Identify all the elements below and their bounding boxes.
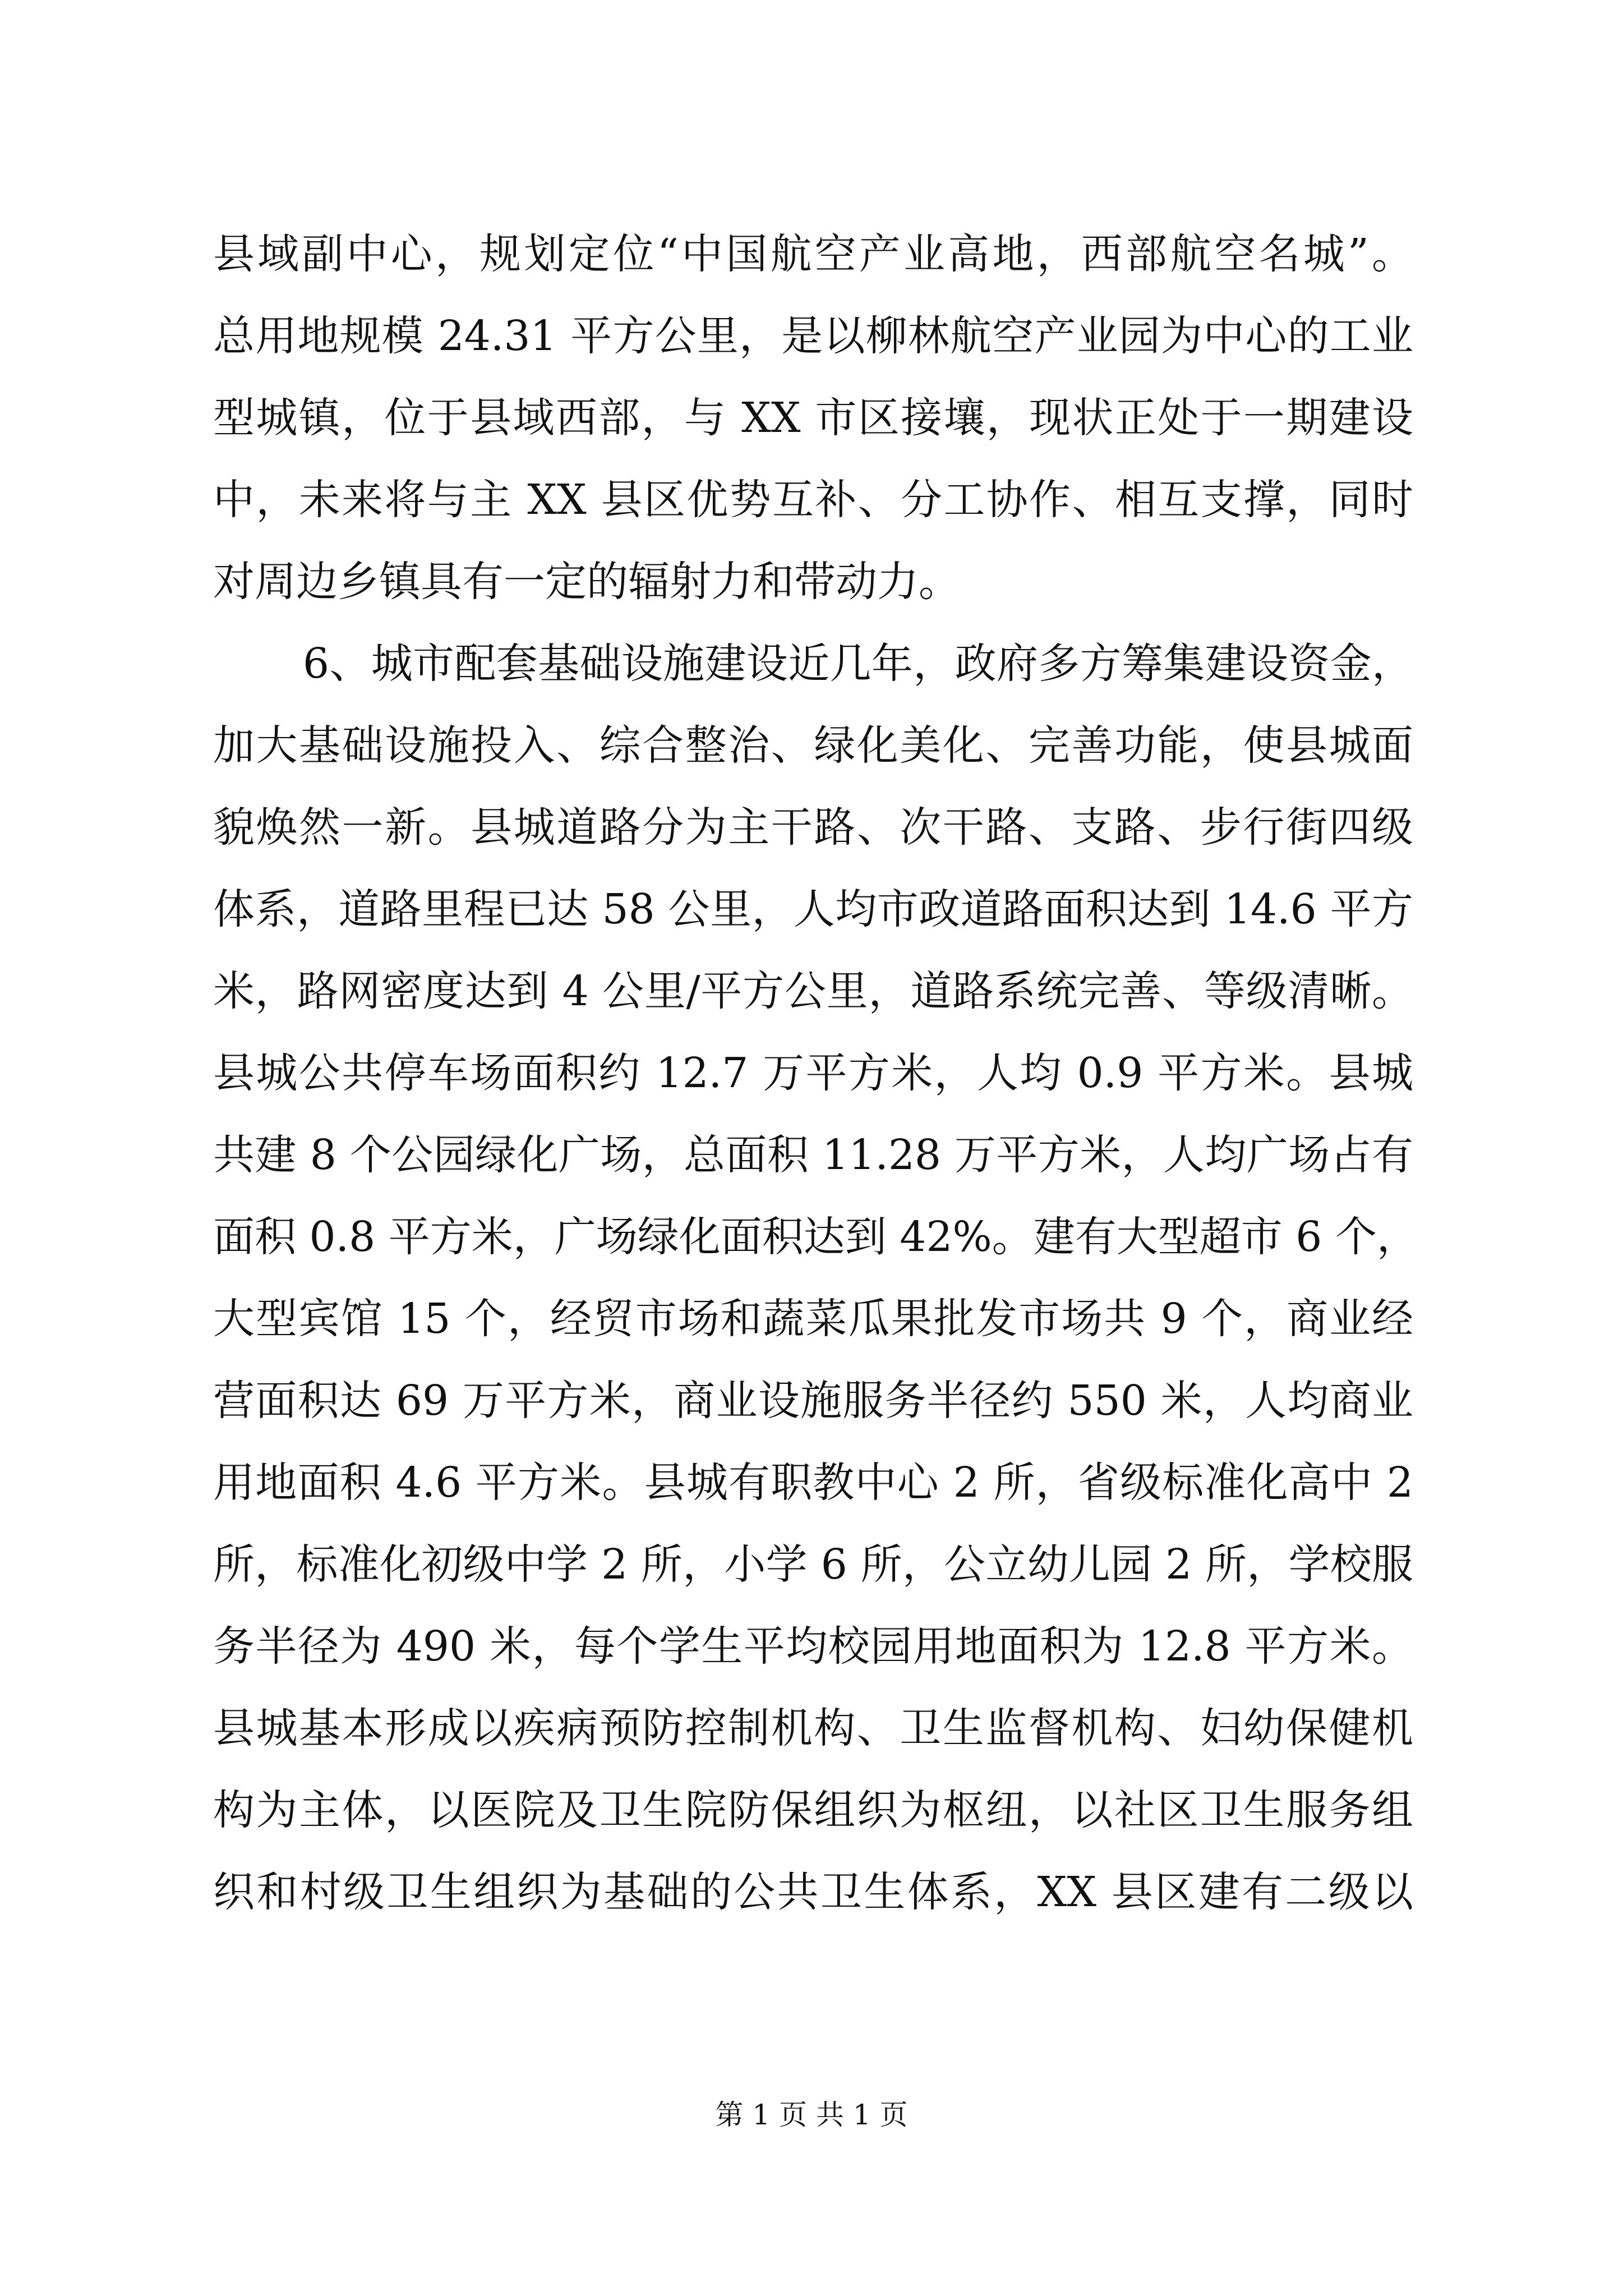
text-line: 构为主体，以医院及卫生院防保组织为枢纽，以社区卫生服务组: [213, 1786, 1413, 1834]
text-line: 中，未来将与主 XX 县区优势互补、分工协作、相互支撑，同时: [213, 476, 1413, 524]
text-line: 型城镇，位于县域西部，与 XX 市区接壤，现状正处于一期建设: [213, 394, 1413, 442]
page-footer: [0, 2095, 1623, 2134]
text-line: 总用地规模 24.31 平方公里，是以柳林航空产业园为中心的工业: [213, 312, 1413, 360]
text-line: 对周边乡镇具有一定的辐射力和带动力。: [213, 558, 960, 606]
text-line: 织和村级卫生组织为基础的公共卫生体系，XX 县区建有二级以: [213, 1868, 1413, 1916]
paragraph-start-line: 6、城市配套基础设施建设近几年，政府多方筹集建设资金，: [303, 639, 1413, 688]
body-text: [213, 213, 1418, 1933]
page-number-label: 第 1 页 共 1 页: [715, 2099, 908, 2131]
text-line: 务半径为 490 米，每个学生平均校园用地面积为 12.8 平方米。: [213, 1622, 1413, 1671]
text-line: 面积 0.8 平方米，广场绿化面积达到 42%。建有大型超市 6 个，: [213, 1213, 1418, 1261]
text-line: 所，标准化初级中学 2 所，小学 6 所，公立幼儿园 2 所，学校服: [213, 1540, 1413, 1589]
text-line: 米，路网密度达到 4 公里/平方公里，道路系统完善、等级清晰。: [213, 967, 1413, 1015]
text-line: 县城公共停车场面积约 12.7 万平方米，人均 0.9 平方米。县城: [213, 1049, 1413, 1097]
text-line: 貌焕然一新。县城道路分为主干路、次干路、支路、步行街四级: [213, 803, 1413, 852]
text-line: 加大基础设施投入、综合整治、绿化美化、完善功能，使县城面: [213, 721, 1413, 770]
text-line: 县城基本形成以疾病预防控制机构、卫生监督机构、妇幼保健机: [213, 1704, 1413, 1752]
text-line: 营面积达 69 万平方米，商业设施服务半径约 550 米，人均商业: [213, 1377, 1413, 1425]
text-line: 用地面积 4.6 平方米。县城有职教中心 2 所，省级标准化高中 2: [213, 1458, 1413, 1507]
text-line: 大型宾馆 15 个，经贸市场和蔬菜瓜果批发市场共 9 个，商业经: [213, 1295, 1413, 1343]
text-line: 县域副中心，规划定位“中国航空产业高地，西部航空名城”。: [213, 230, 1413, 278]
text-line: 共建 8 个公园绿化广场，总面积 11.28 万平方米，人均广场占有: [213, 1131, 1413, 1179]
text-line: 体系，道路里程已达 58 公里，人均市政道路面积达到 14.6 平方: [213, 885, 1413, 933]
